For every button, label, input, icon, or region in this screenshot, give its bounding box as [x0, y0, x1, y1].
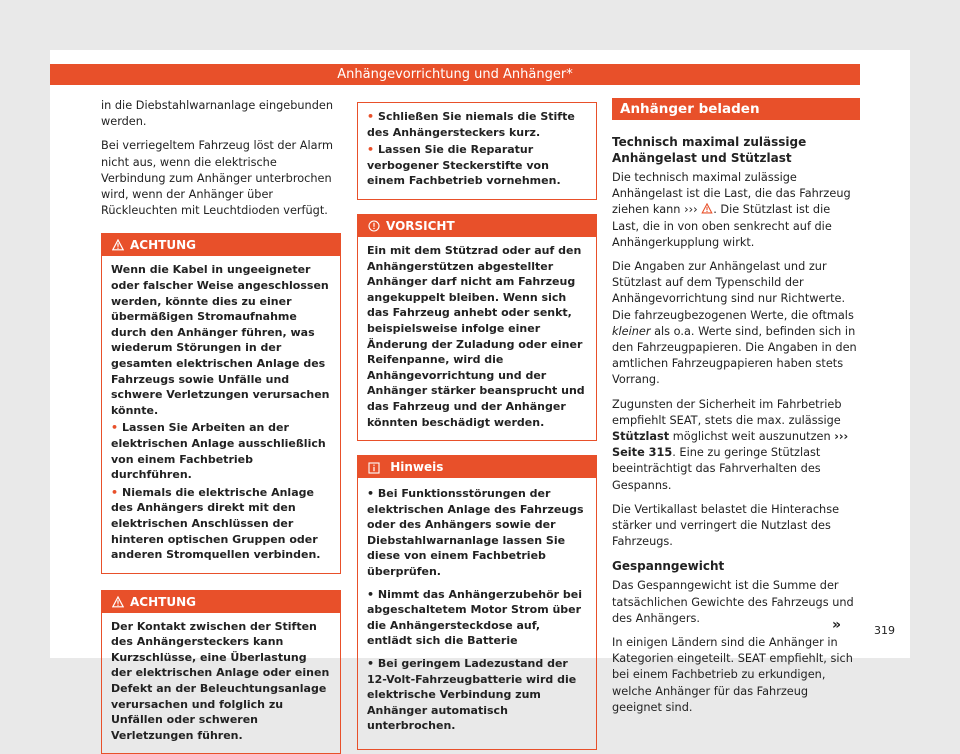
info-circle-icon: [368, 220, 380, 232]
continue-chevron-icon: »: [832, 617, 842, 633]
warning-text: Der Kontakt zwischen der Stiften des Anhängersteckers kann Kurzschlüsse, eine Überlastung der elektrischen Anlage oder einen Defekt an der Beleuchtungsanlage verursachen und folglich zu Unfällen oder schweren Verletzungen führen.: [111, 619, 330, 742]
bullet-icon: •: [367, 143, 375, 157]
column-1: [101, 98, 341, 754]
warning-header: [102, 234, 340, 256]
bullet-icon: •: [367, 110, 375, 123]
paragraph: Die Vertikallast belastet die Hinterachse stärker und verringert die Nutzlast des Fahrzeugs.: [612, 502, 840, 549]
column-2: [357, 102, 597, 750]
note-item: • Bei Funktionsstörungen der elektrischen Anlage des Fahrzeugs oder des Anhängers sowie der Diebstahlwarnanlage lassen Sie diese von einem Fachbetrieb überprüfen.: [367, 487, 584, 579]
note-item: • Bei geringem Ladezustand der 12-Volt-Fahrzeugbatterie wird die elektrische Verbindung zum Anhänger automatisch unterbrochen.: [367, 657, 577, 733]
subheading: Technisch maximal zulässige Anhängelast und Stützlast: [612, 135, 807, 165]
bullet-item: • Lassen Sie die Reparatur verbogener Steckerstifte von einem Fachbetrieb vornehmen.: [367, 143, 561, 188]
bullet-item: • Schließen Sie niemals die Stifte des Anhängersteckers kurz.: [367, 110, 575, 139]
note-item: • Nimmt das Anhängerzubehör bei abgeschaltetem Motor Strom über die Anhängersteckdose auf, entlädt sich die Batterie: [367, 587, 583, 648]
bullet-icon: •: [111, 421, 119, 435]
bullet-item: • Niemals die elektrische Anlage des Anhängers direkt mit den elektrischen Anschlüssen der hinteren optischen Gruppen oder anderen Stromquellen verbinden.: [111, 485, 321, 562]
warning-box: [101, 590, 341, 754]
caution-title: VORSICHT: [386, 218, 455, 233]
warning-header: [102, 591, 340, 613]
page-number: 319: [874, 624, 895, 637]
caution-text: Ein mit dem Stützrad oder auf den Anhängerstützen abgestellter Anhänger darf nicht am Fahrzeug angekuppelt bleiben. Wenn sich das Fahrzeug anhebt oder senkt, beispielsweise infolge einer Änderung der Zuladung oder einer Reifenpanne, wird die Anhängevorrichtung und der Anhänger stärker beansprucht und das Fahrzeug und der Anhänger könnten beschädigt werden.: [367, 243, 585, 429]
warning-continuation-box: [357, 102, 597, 200]
warning-triangle-icon: [701, 203, 713, 214]
subheading: Gespanngewicht: [612, 559, 725, 574]
note-box: [357, 455, 597, 750]
warning-body: [102, 613, 340, 754]
paragraph: Zugunsten der Sicherheit im Fahrbetrieb empfiehlt SEAT, stets die max. zulässige Stützlast möglichst weit auszunutzen ››› Seite 315. Eine zu geringe Stützlast beeinträchtigt das Fahrverhalten des Gespanns.: [612, 397, 849, 492]
warning-title: ACHTUNG: [130, 238, 196, 253]
section-title: Anhänger beladen: [612, 98, 860, 120]
paragraph: Bei verriegeltem Fahrzeug löst der Alarm nicht aus, wenn die elektrische Verbindung zum Anhänger unterbrochen wird, wenn der Anhänger über Rückleuchten mit Leuchtdioden verfügt.: [101, 139, 334, 218]
reference-arrow-icon: ›››: [684, 203, 698, 217]
warning-body: [358, 103, 596, 199]
note-title: Hinweis: [390, 460, 444, 475]
note-icon: [368, 462, 380, 474]
warning-box: [101, 233, 341, 573]
warning-body: [102, 256, 340, 572]
caution-header: [358, 215, 596, 237]
note-header: [358, 456, 596, 478]
bullet-item: • Lassen Sie Arbeiten an der elektrischen Anlage ausschließlich von einem Fachbetrieb durchführen.: [111, 421, 326, 482]
page-reference-link[interactable]: ››› Seite 315: [612, 430, 849, 460]
note-body: [358, 478, 596, 749]
warning-triangle-icon: [112, 596, 124, 608]
caution-body: [358, 237, 596, 440]
page-header: Anhängevorrichtung und Anhänger*: [50, 64, 860, 85]
column-3: [612, 98, 860, 724]
bullet-icon: •: [111, 485, 119, 499]
paragraph: in die Diebstahlwarnanlage eingebunden werden.: [101, 99, 333, 129]
paragraph: In einigen Ländern sind die Anhänger in Kategorien eingeteilt. SEAT empfiehlt, sich bei einem Fachbetrieb zu erkundigen, welche Anhänger für das Fahrzeug geeignet sind.: [612, 636, 853, 714]
warning-text: Wenn die Kabel in ungeeigneter oder falscher Weise angeschlossen werden, könnte dies zu einer übermäßigen Stromaufnahme durch den Anhänger führen, was wiederum Störungen in der gesamten elektrischen Anlage des Fahrzeugs sowie Unfälle und schwere Verletzungen verursachen könnte.: [111, 263, 330, 417]
warning-triangle-icon: [112, 239, 124, 251]
paragraph: Die technisch maximal zulässige Anhängelast ist die Last, die das Fahrzeug ziehen kann ››› . Die Stützlast ist die Last, die in von oben senkrecht auf die Anhängerkupplung wirkt.: [612, 171, 851, 249]
paragraph: Die Angaben zur Anhängelast und zur Stützlast auf dem Typenschild der Anhängevorrichtung sind nur Richtwerte. Die fahrzeugbezogenen Werte, die oftmals kleiner als o.a. Werte sind, befinden sich in den Fahrzeugpapieren. Die Angaben in den amtlichen Fahrzeugpapieren haben stets Vorrang.: [612, 260, 857, 387]
caution-box: [357, 214, 597, 441]
warning-title: ACHTUNG: [130, 594, 196, 609]
paragraph: Das Gespanngewicht ist die Summe der tatsächlichen Gewichte des Fahrzeugs und des Anhängers.: [612, 579, 854, 625]
